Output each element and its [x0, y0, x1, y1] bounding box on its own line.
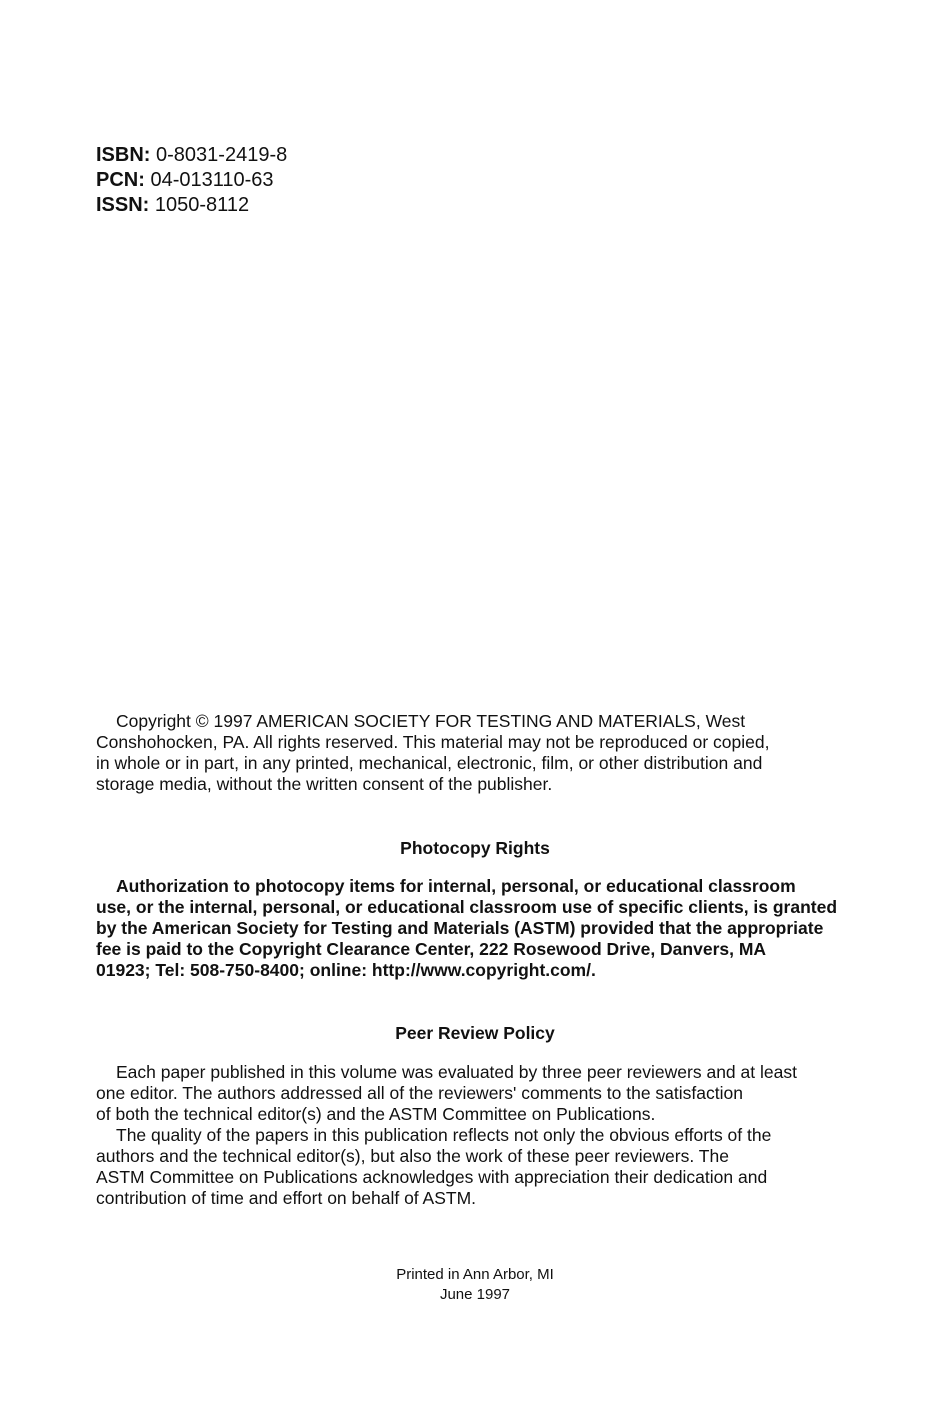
- peer-review-line: Each paper published in this volume was evaluated by three peer reviewers and at least: [116, 1062, 797, 1082]
- photocopy-line: by the American Society for Testing and Materials (ASTM) provided that the appropriate: [96, 918, 824, 938]
- copyright-notice: [96, 711, 836, 795]
- photocopy-line: fee is paid to the Copyright Clearance Center, 222 Rosewood Drive, Danvers, MA: [96, 939, 767, 959]
- isbn-row: [96, 143, 287, 168]
- peer-review-line: contribution of time and effort on behalf of ASTM.: [96, 1188, 477, 1208]
- peer-review-line: of both the technical editor(s) and the ASTM Committee on Publications.: [96, 1104, 656, 1124]
- peer-review-heading: Peer Review Policy: [395, 1023, 555, 1043]
- printed-date: June 1997: [439, 1286, 511, 1303]
- copyright-line: Copyright © 1997 AMERICAN SOCIETY FOR TESTING AND MATERIALS, West: [116, 711, 746, 731]
- photocopy-text: [96, 876, 866, 981]
- photocopy-line: Authorization to photocopy items for internal, personal, or educational classroom: [116, 876, 796, 896]
- copyright-line: in whole or in part, in any printed, mechanical, electronic, film, or other distribution and: [96, 753, 763, 773]
- printed-location: Printed in Ann Arbor, MI: [396, 1266, 554, 1283]
- pcn-row: [96, 168, 287, 193]
- issn-row: [96, 193, 287, 218]
- peer-review-line: The quality of the papers in this publication reflects not only the obvious efforts of the: [116, 1125, 772, 1145]
- pcn-value: 04-013110-63: [150, 169, 274, 191]
- isbn-label: ISBN:: [96, 144, 151, 166]
- photocopy-line: use, or the internal, personal, or educational classroom use of specific clients, is granted: [96, 897, 838, 917]
- pcn-label: PCN:: [96, 169, 145, 191]
- issn-value: 1050-8112: [154, 194, 250, 216]
- peer-review-text: [96, 1062, 846, 1209]
- peer-review-line: authors and the technical editor(s), but also the work of these peer reviewers. The: [96, 1146, 729, 1166]
- issn-label: ISSN:: [96, 194, 150, 216]
- copyright-line: Conshohocken, PA. All rights reserved. This material may not be reproduced or copied,: [96, 732, 770, 752]
- identifier-block: [96, 143, 287, 218]
- photocopy-heading: Photocopy Rights: [400, 838, 550, 858]
- copyright-line: storage media, without the written consent of the publisher.: [96, 774, 553, 794]
- isbn-value: 0-8031-2419-8: [156, 144, 288, 166]
- photocopy-line: 01923; Tel: 508-750-8400; online: http://www.copyright.com/.: [96, 960, 596, 980]
- peer-review-line: ASTM Committee on Publications acknowledges with appreciation their dedication and: [96, 1167, 768, 1187]
- peer-review-line: one editor. The authors addressed all of the reviewers' comments to the satisfaction: [96, 1083, 743, 1103]
- printing-info: [0, 1265, 950, 1305]
